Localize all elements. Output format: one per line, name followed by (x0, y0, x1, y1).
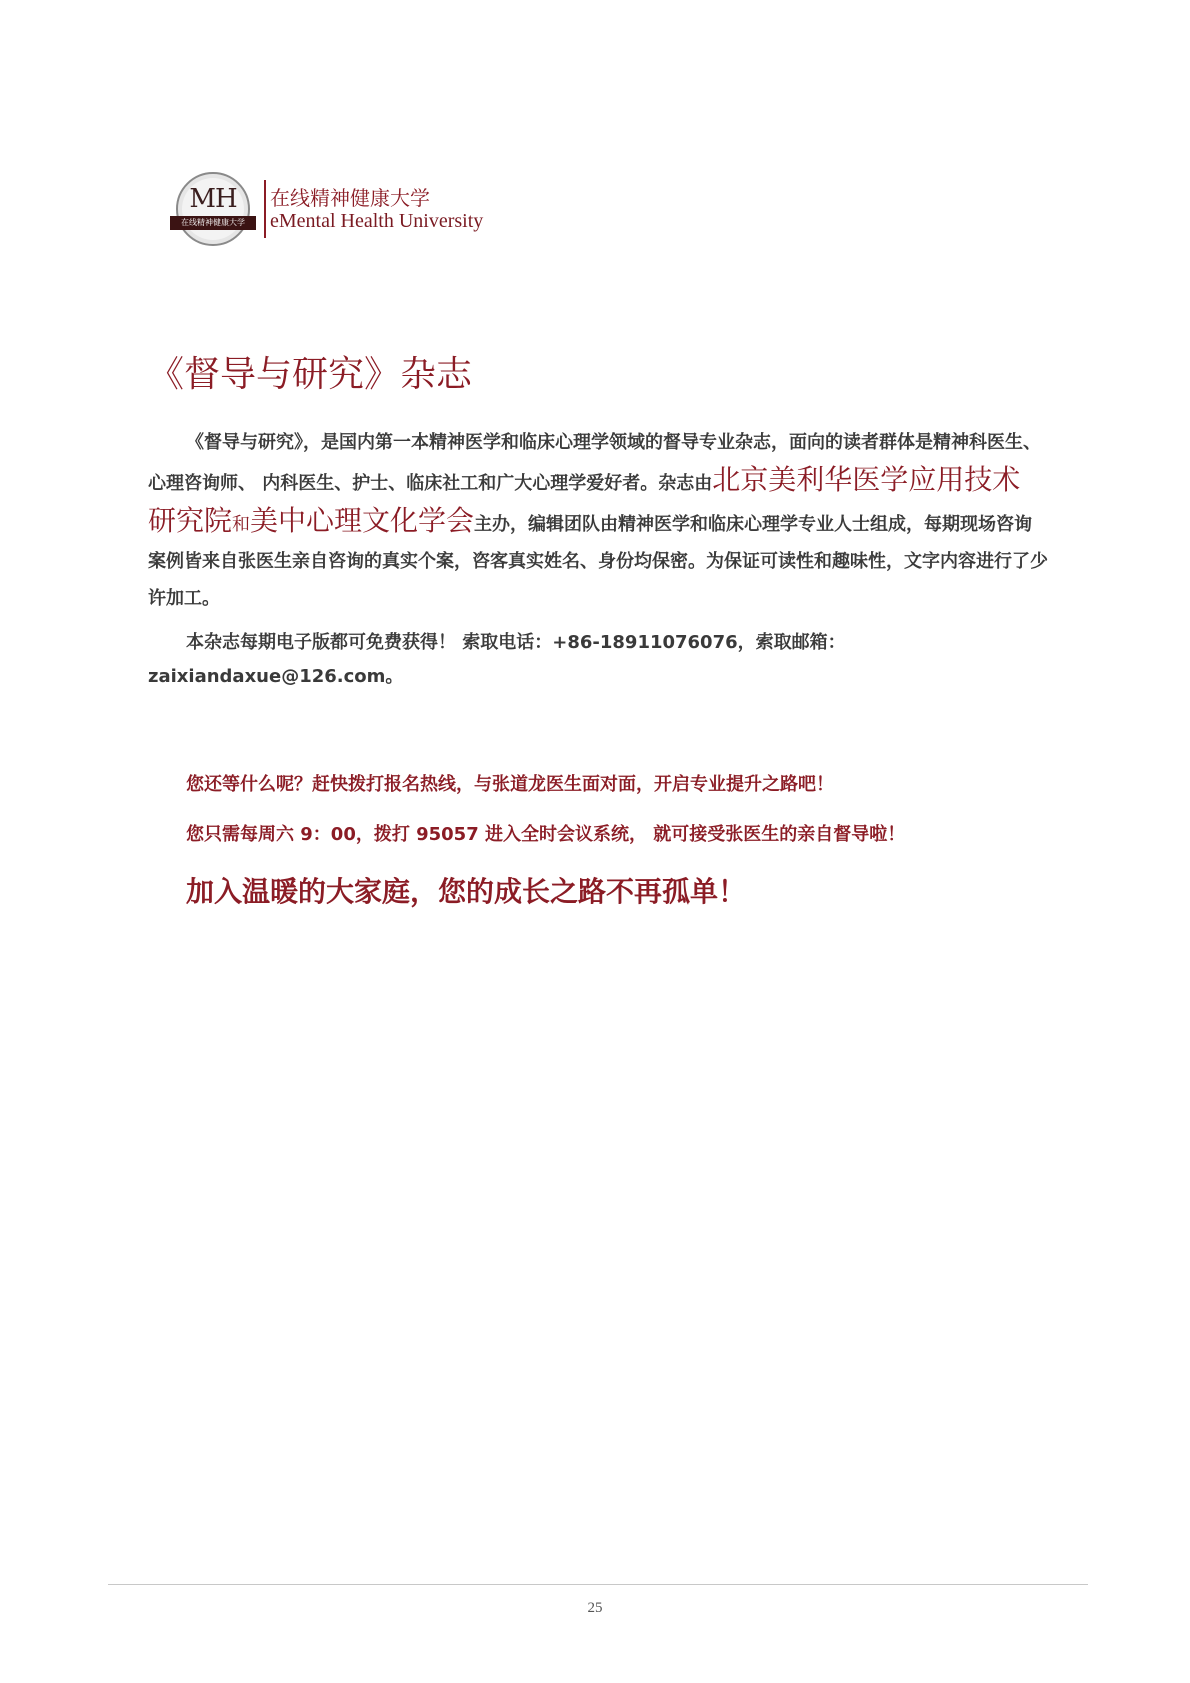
seal-mh-text: MH (189, 184, 237, 214)
intro-paragraph (148, 424, 1048, 617)
logo-name-chinese: 在线精神健康大学 (270, 186, 430, 210)
organizer-name-1: 北京美利华医学应用技术研究院 (148, 463, 1021, 537)
mh-seal-icon (176, 172, 250, 246)
university-logo (176, 172, 496, 252)
footer-divider (108, 1584, 1088, 1585)
intro-text-part1: 《督导与研究》，是国内第一本精神医学和临床心理学领域的督导专业杂志，面向的读者群体是精神科医生、心理咨询师、 内科医生、护士、临床社工和广大心理学爱好者。杂志由 (148, 432, 1041, 494)
intro-text-part2: 主办，编辑团队由精神医学和临床心理学专业人士组成，每期现场咨询案例皆来自张医生亲自咨询的真实个案，咨客真实姓名、身份均保密。为保证可读性和趣味性，文字内容进行了少许加工。 (148, 514, 1048, 609)
organizer-conjunction: 和 (232, 514, 251, 535)
page-title: 《督导与研究》杂志 (148, 354, 473, 395)
seal-ribbon-text: 在线精神健康大学 (170, 216, 256, 230)
organizer-name-2: 美中心理文化学会 (250, 504, 475, 537)
cta-line-1: 您还等什么呢？赶快拨打报名热线，与张道龙医生面对面，开启专业提升之路吧！ (186, 774, 834, 795)
page-number: 25 (587, 1600, 603, 1616)
contact-paragraph: 本杂志每期电子版都可免费获得！ 索取电话：+86-18911076076，索取邮箱：zaixiandaxue@126.com。 (148, 632, 846, 687)
cta-line-2: 您只需每周六 9：00，拨打 95057 进入全时会议系统， 就可接受张医生的亲自督导啦！ (186, 824, 906, 845)
cta-headline: 加入温暖的大家庭，您的成长之路不再孤单！ (186, 875, 747, 908)
logo-name-english: eMental Health University (270, 210, 484, 232)
logo-divider (264, 180, 266, 238)
